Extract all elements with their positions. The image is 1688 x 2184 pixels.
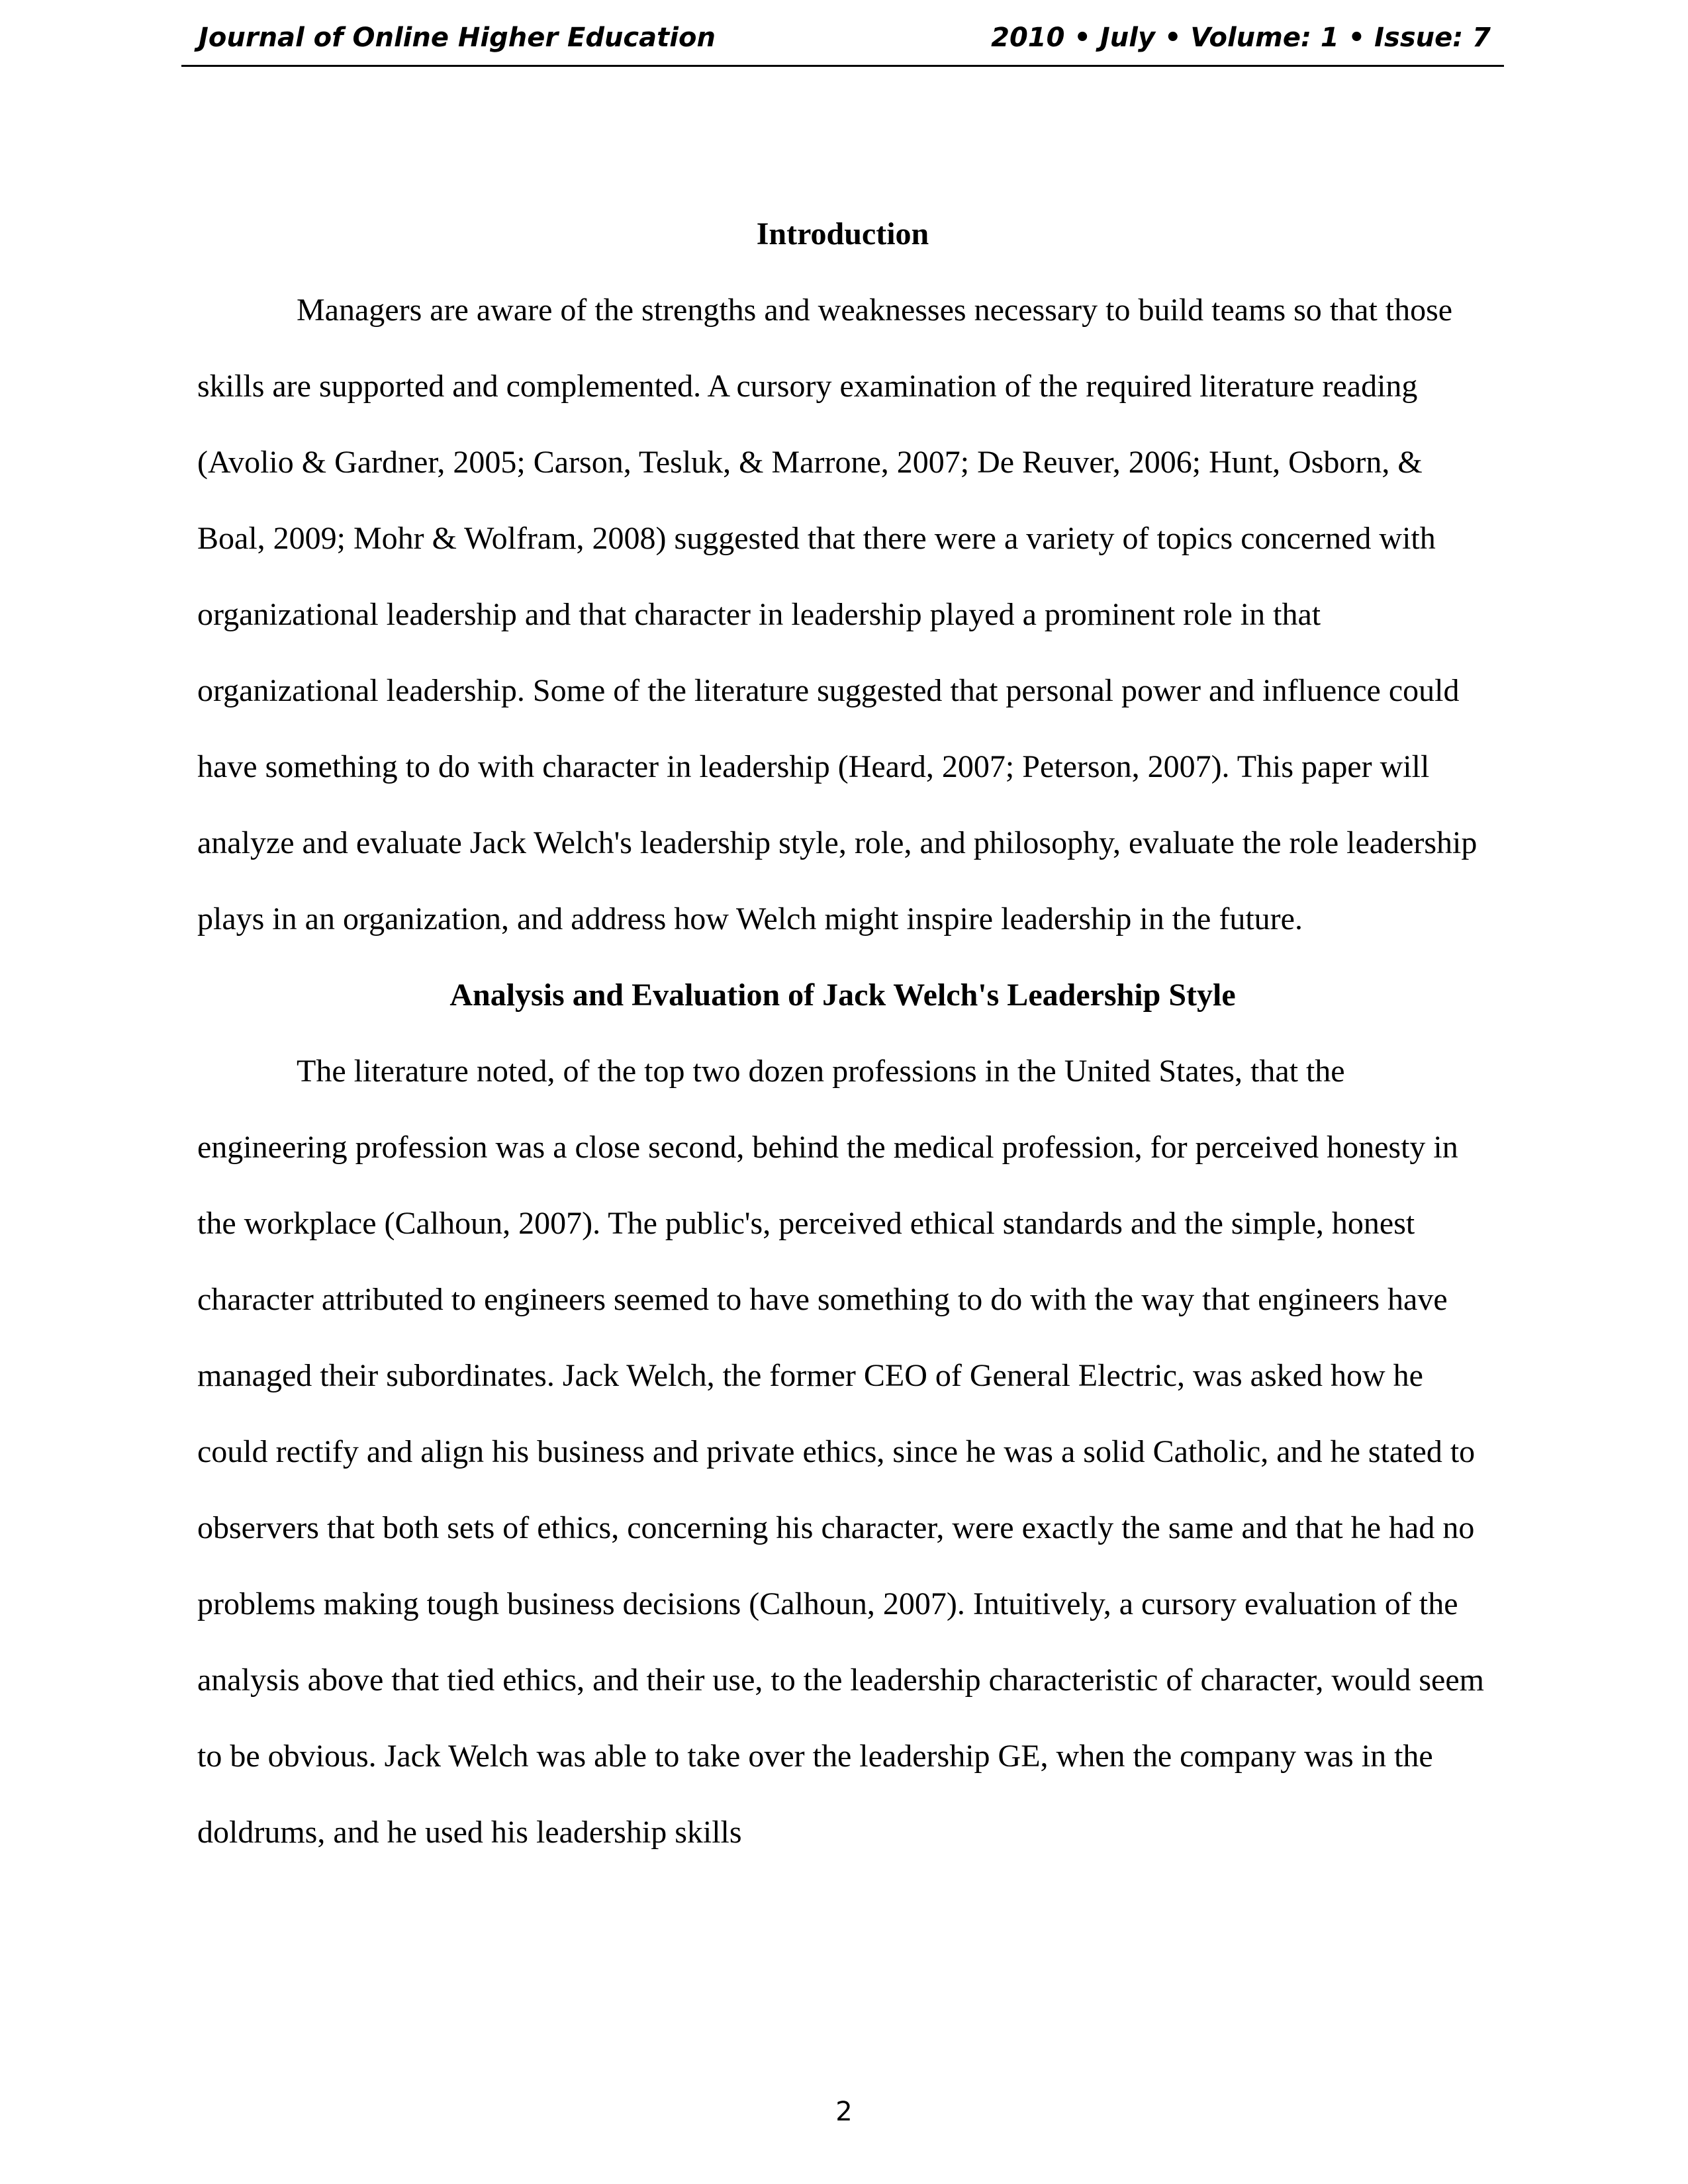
section-heading-introduction: Introduction (756, 216, 929, 251)
issue-info: 2010 • July • Volume: 1 • Issue: 7 (991, 23, 1491, 53)
section-heading-analysis: Analysis and Evaluation of Jack Welch's Leadership Style (449, 978, 1236, 1013)
running-header (181, 19, 1504, 67)
page-number: 2 (835, 2097, 853, 2127)
journal-title: Journal of Online Higher Education (199, 23, 716, 53)
article-body (197, 196, 1488, 1870)
analysis-paragraph: The literature noted, of the top two dozen professions in the United States, that the engineering profession was a close second, behind the medical profession, for perceived honesty in the workplace (Calhoun, 2007). The public's, perceived ethical standards and the simple, honest character attributed to engineers seemed to have something to do with the way that engineers have managed their subordinates. Jack Welch, the former CEO of General Electric, was asked how he could rectify and align his business and private ethics, since he was a solid Catholic, and he stated to observers that both sets of ethics, concerning his character, were exactly the same and that he had no problems making tough business decisions (Calhoun, 2007). Intuitively, a cursory evaluation of the analysis above that tied ethics, and their use, to the leadership characteristic of character, would seem to be obvious. Jack Welch was able to take over the leadership GE, when the company was in the doldrums, and he used his leadership skills (197, 1054, 1484, 1850)
introduction-paragraph: Managers are aware of the strengths and weaknesses necessary to build teams so that those skills are supported and complemented. A cursory examination of the required literature reading (Avolio & Gardner, 2005; Carson, Tesluk, & Marrone, 2007; De Reuver, 2006; Hunt, Osborn, & Boal, 2009; Mohr & Wolfram, 2008) suggested that there were a variety of topics concerned with organizational leadership and that character in leadership played a prominent role in that organizational leadership. Some of the literature suggested that personal power and influence could have something to do with character in leadership (Heard, 2007; Peterson, 2007). This paper will analyze and evaluate Jack Welch's leadership style, role, and philosophy, evaluate the role leadership plays in an organization, and address how Welch might inspire leadership in the future. (197, 293, 1477, 936)
